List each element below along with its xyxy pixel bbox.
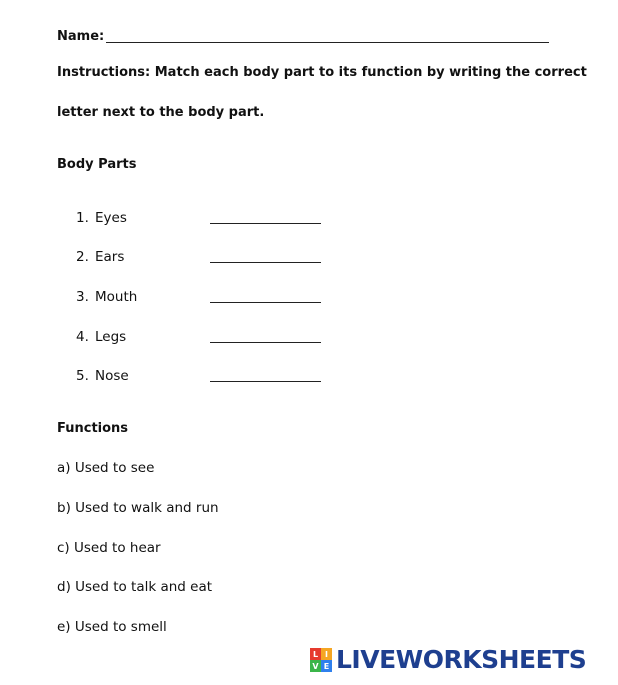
body-part-item <box>76 368 129 384</box>
body-part-number: 3. <box>76 289 89 305</box>
name-label: Name: <box>57 29 105 44</box>
body-part-item <box>76 289 137 305</box>
answer-blank[interactable] <box>210 262 321 263</box>
body-part-label: Ears <box>95 249 125 265</box>
answer-blank[interactable] <box>210 381 321 382</box>
instructions-line-1: Instructions: Match each body part to its function by writing the correct <box>57 65 587 80</box>
body-part-number: 5. <box>76 368 89 384</box>
body-part-item <box>76 329 126 345</box>
body-part-number: 1. <box>76 210 89 226</box>
body-part-number: 2. <box>76 249 89 265</box>
body-part-label: Nose <box>95 368 129 384</box>
body-part-number: 4. <box>76 329 89 345</box>
name-input-line[interactable] <box>106 42 549 43</box>
body-part-item <box>76 210 127 226</box>
body-parts-heading: Body Parts <box>57 157 137 172</box>
liveworksheets-logo <box>310 645 586 675</box>
function-item: e) Used to smell <box>57 619 167 635</box>
logo-mark-icon: L I V E <box>310 648 332 672</box>
function-item: d) Used to talk and eat <box>57 579 213 595</box>
function-item: b) Used to walk and run <box>57 500 219 516</box>
logo-text: LIVEWORKSHEETS <box>336 645 587 674</box>
functions-heading: Functions <box>57 421 129 436</box>
answer-blank[interactable] <box>210 302 321 303</box>
body-part-label: Legs <box>95 329 127 345</box>
body-part-label: Mouth <box>95 289 138 305</box>
answer-blank[interactable] <box>210 223 321 224</box>
function-item: c) Used to hear <box>57 540 161 556</box>
body-part-item <box>76 249 124 265</box>
function-item: a) Used to see <box>57 460 155 476</box>
body-part-label: Eyes <box>95 210 127 226</box>
instructions-line-2: letter next to the body part. <box>57 105 265 120</box>
answer-blank[interactable] <box>210 342 321 343</box>
